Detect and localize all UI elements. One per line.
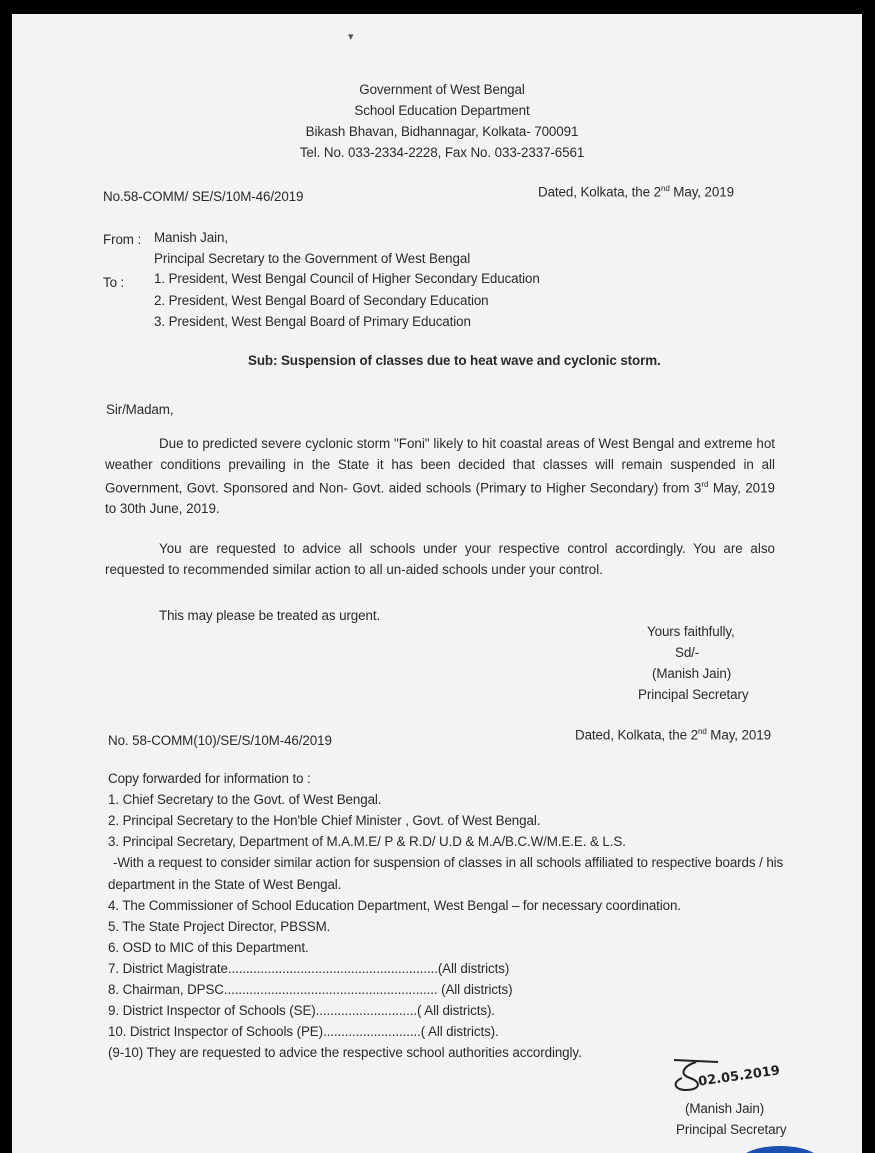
- memo-number: No.58-COMM/ SE/S/10M-46/2019: [103, 189, 304, 204]
- copy-item: -With a request to consider similar action for suspension of classes in all schools affiliated to respective boards / his: [113, 855, 784, 870]
- copy-item: 4. The Commissioner of School Education Department, West Bengal – for necessary coordination.: [108, 898, 681, 913]
- body-paragraph-2: You are requested to advice all schools under your respective control accordingly. You are also requested to recommended similar action to all un-aided schools under your control.: [105, 541, 775, 577]
- copy-item: 1. Chief Secretary to the Govt. of West Bengal.: [108, 792, 382, 807]
- signoff-name: (Manish Jain): [652, 666, 732, 681]
- to-item: 3. President, West Bengal Board of Primary Education: [154, 314, 471, 329]
- from-title: Principal Secretary to the Government of West Bengal: [154, 251, 471, 266]
- subject-line: Sub: Suspension of classes due to heat wave and cyclonic storm.: [248, 353, 661, 368]
- final-sign-name: (Manish Jain): [685, 1101, 765, 1116]
- from-name: Manish Jain,: [154, 230, 228, 245]
- to-label: To :: [103, 275, 125, 290]
- header-department: School Education Department: [354, 103, 530, 118]
- copy-item: 9. District Inspector of Schools (SE)............................( All districts).: [108, 1003, 495, 1018]
- from-label: From :: [103, 232, 142, 247]
- signoff-closing: Yours faithfully,: [647, 624, 735, 639]
- salutation: Sir/Madam,: [106, 402, 174, 417]
- memo-date: Dated, Kolkata, the 2nd May, 2019: [538, 184, 734, 200]
- copy-item: department in the State of West Bengal.: [108, 877, 342, 892]
- blue-overlay-shape: [740, 1146, 820, 1153]
- header-government: Government of West Bengal: [359, 82, 525, 97]
- final-sign-title: Principal Secretary: [676, 1122, 787, 1137]
- signoff-title: Principal Secretary: [638, 687, 749, 702]
- document-page: [12, 14, 862, 1153]
- header-contact: Tel. No. 033-2334-2228, Fax No. 033-2337-6561: [299, 145, 585, 160]
- body-paragraph-1: Due to predicted severe cyclonic storm "Foni" likely to hit coastal areas of West Bengal and extreme hot weather conditions prevailing in the State it has been decided that classes will remain suspended in all Government, Govt. Sponsored and Non- Govt. aided schools (Primary to Higher Secondary) from 3rd May, 2019 to 30th June, 2019.: [105, 436, 775, 516]
- copy-item: 10. District Inspector of Schools (PE)...........................( All districts).: [108, 1024, 499, 1039]
- signoff-sd: Sd/-: [675, 645, 700, 660]
- copy-intro: Copy forwarded for information to :: [108, 771, 311, 786]
- handwritten-date: 02.05.2019: [697, 1063, 781, 1090]
- copy-item: 3. Principal Secretary, Department of M.A.M.E/ P & R.D/ U.D & M.A/B.C.W/M.E.E. & L.S.: [108, 834, 626, 849]
- copy-item: 6. OSD to MIC of this Department.: [108, 940, 309, 955]
- body-paragraph-3: This may please be treated as urgent.: [159, 608, 381, 623]
- copy-item: (9-10) They are requested to advice the respective school authorities accordingly.: [108, 1045, 582, 1060]
- header-address: Bikash Bhavan, Bidhannagar, Kolkata- 700091: [305, 124, 579, 139]
- to-item: 2. President, West Bengal Board of Secondary Education: [154, 293, 489, 308]
- copy-item: 5. The State Project Director, PBSSM.: [108, 919, 331, 934]
- copy-memo-date: Dated, Kolkata, the 2nd May, 2019: [575, 727, 771, 743]
- to-item: 1. President, West Bengal Council of Higher Secondary Education: [154, 271, 540, 286]
- copy-memo-number: No. 58-COMM(10)/SE/S/10M-46/2019: [108, 733, 332, 748]
- copy-item: 8. Chairman, DPSC........................................................... (All districts): [108, 982, 513, 997]
- copy-item: 2. Principal Secretary to the Hon'ble Chief Minister , Govt. of West Bengal.: [108, 813, 541, 828]
- copy-item: 7. District Magistrate..........................................................(All districts): [108, 961, 510, 976]
- stamp-mark: ▾: [348, 31, 354, 43]
